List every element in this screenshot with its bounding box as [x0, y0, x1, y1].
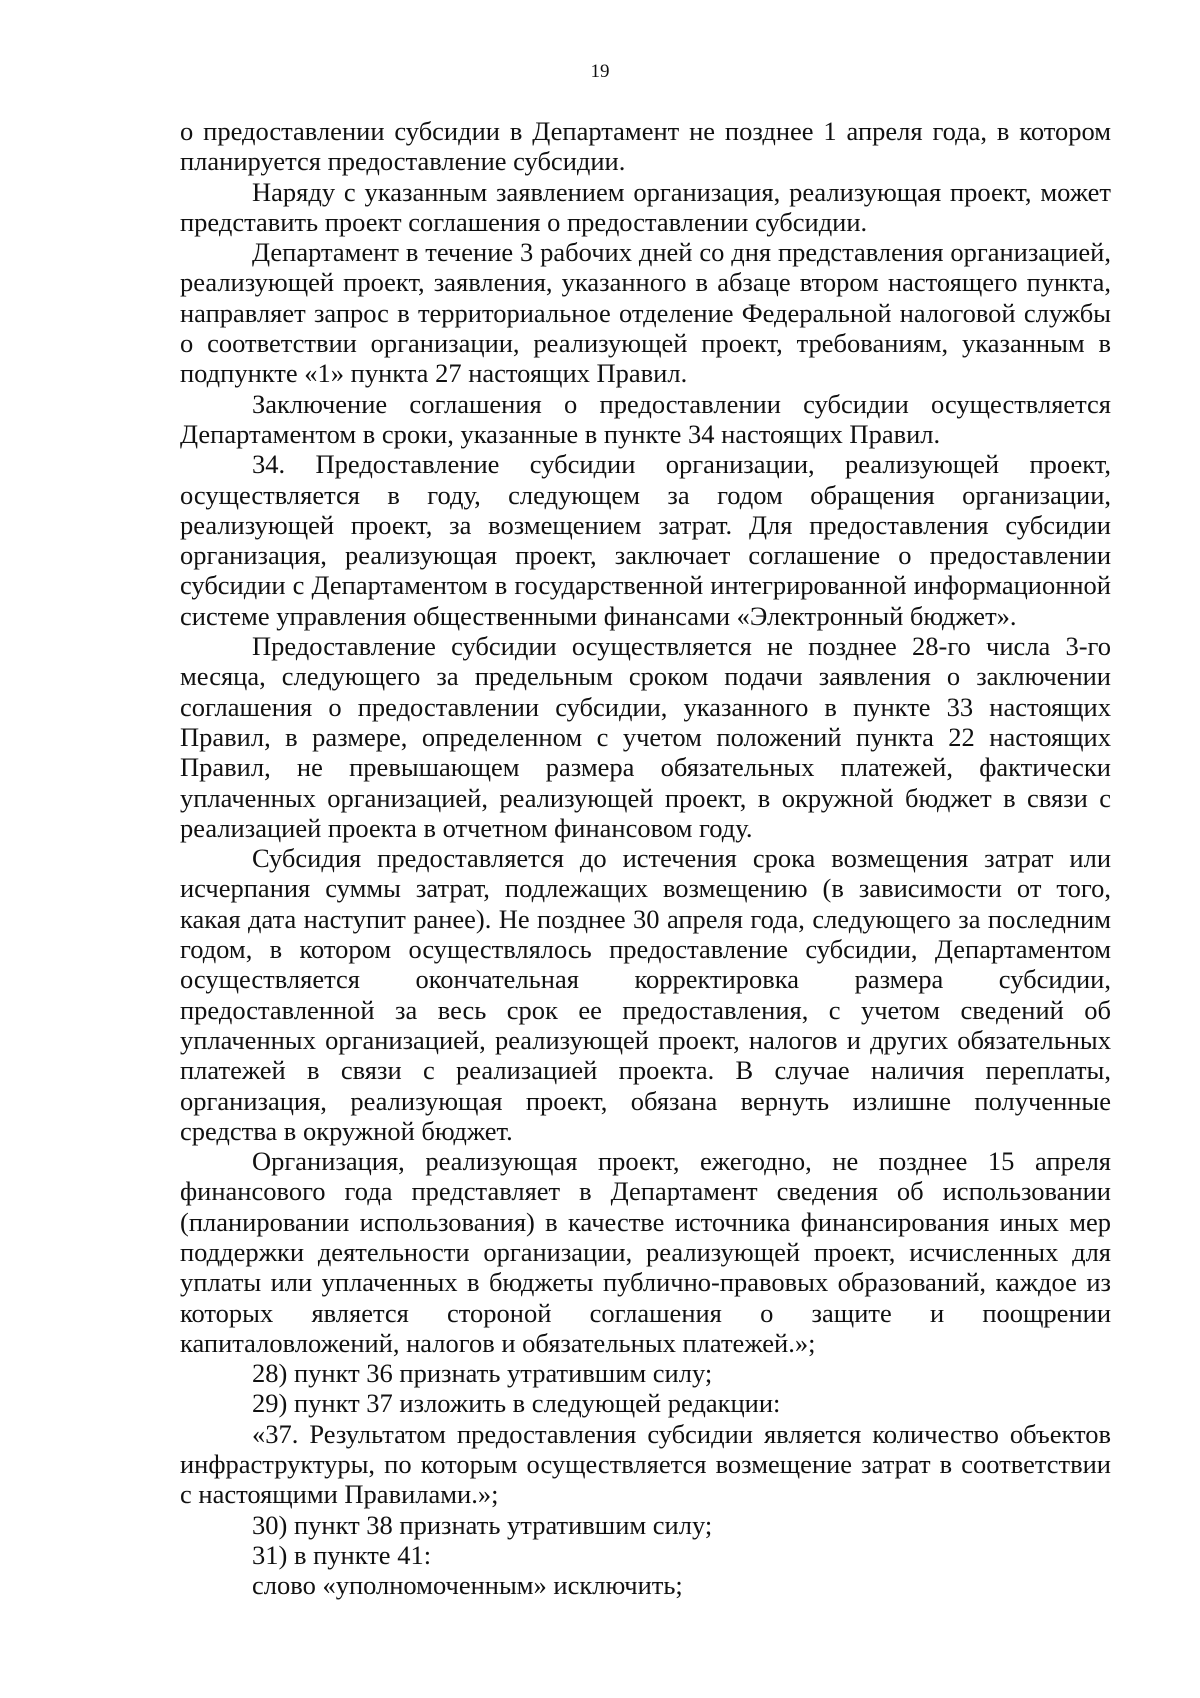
list-item-31: 31) в пункте 41:	[252, 1539, 432, 1570]
document-body	[180, 116, 1111, 1601]
paragraph-department-request: Департамент в течение 3 рабочих дней со дня представления организацией, реализующей проект, заявления, указанного в абзаце втором настоящего пункта, направляет запрос в территориальное отделение Федеральной налоговой службы о соответствии организации, реализующей проект, требованиям, указанным в подпункте «1» пункта 27 настоящих Правил.	[180, 237, 1111, 389]
list-item-29: 29) пункт 37 изложить в следующей редакции:	[252, 1388, 781, 1419]
page-number: 19	[590, 61, 610, 82]
paragraph-clause-34: 34. Предоставление субсидии организации, реализующей проект, осуществляется в году, следующем за годом обращения организации, реализующей проект, за возмещением затрат. Для предоставления субсидии организация, реализующая проект, заключает соглашение о предоставлении субсидии с Департаментом в государственной интегрированной информационной системе управления общественными финансами «Электронный бюджет».	[180, 449, 1111, 631]
paragraph-annual-report: Организация, реализующая проект, ежегодно, не позднее 15 апреля финансового года представляет в Департамент сведения об использовании (планировании использования) в качестве источника финансирования иных мер поддержки деятельности организации, реализующей проект, исчисленных для уплаты или уплаченных в бюджеты публично-правовых образований, каждое из которых является стороной соглашения о защите и поощрении капиталовложений, налогов и обязательных платежей.»;	[180, 1146, 1111, 1358]
list-item-word-exclusion: слово «уполномоченным» исключить;	[252, 1570, 683, 1601]
paragraph-clause-37: «37. Результатом предоставления субсидии является количество объектов инфраструктуры, по которым осуществляется возмещение затрат в соответствии с настоящими Правилами.»;	[180, 1418, 1111, 1510]
paragraph-subsidy-term: Субсидия предоставляется до истечения срока возмещения затрат или исчерпания суммы затрат, подлежащих возмещению (в зависимости от того, какая дата наступит ранее). Не позднее 30 апреля года, следующего за последним годом, в котором осуществлялось предоставление субсидии, Департаментом осуществляется окончательная корректировка размера субсидии, предоставленной за весь срок ее предоставления, с учетом сведений об уплаченных организацией, реализующей проект, налогов и других обязательных платежей в связи с реализацией проекта. В случае наличия переплаты, организация, реализующая проект, обязана вернуть излишне полученные средства в окружной бюджет.	[180, 843, 1111, 1146]
list-item-28: 28) пункт 36 признать утратившим силу;	[252, 1358, 713, 1389]
list-item-30: 30) пункт 38 признать утратившим силу;	[252, 1509, 713, 1540]
paragraph-subsidy-deadline: Предоставление субсидии осуществляется не позднее 28-го числа 3-го месяца, следующего за предельным сроком подачи заявления о заключении соглашения о предоставлении субсидии, указанного в пункте 33 настоящих Правил, в размере, определенном с учетом положений пункта 22 настоящих Правил, не превышающем размера обязательных платежей, фактически уплаченных организацией, реализующей проект, в окружной бюджет в связи с реализацией проекта в отчетном финансовом году.	[180, 631, 1111, 843]
paragraph-agreement-conclusion: Заключение соглашения о предоставлении субсидии осуществляется Департаментом в сроки, указанные в пункте 34 настоящих Правил.	[180, 388, 1111, 449]
paragraph-continuation: о предоставлении субсидии в Департамент не позднее 1 апреля года, в котором планируется предоставление субсидии.	[180, 116, 1111, 177]
paragraph-draft-agreement: Наряду с указанным заявлением организация, реализующая проект, может представить проект соглашения о предоставлении субсидии.	[180, 176, 1111, 237]
